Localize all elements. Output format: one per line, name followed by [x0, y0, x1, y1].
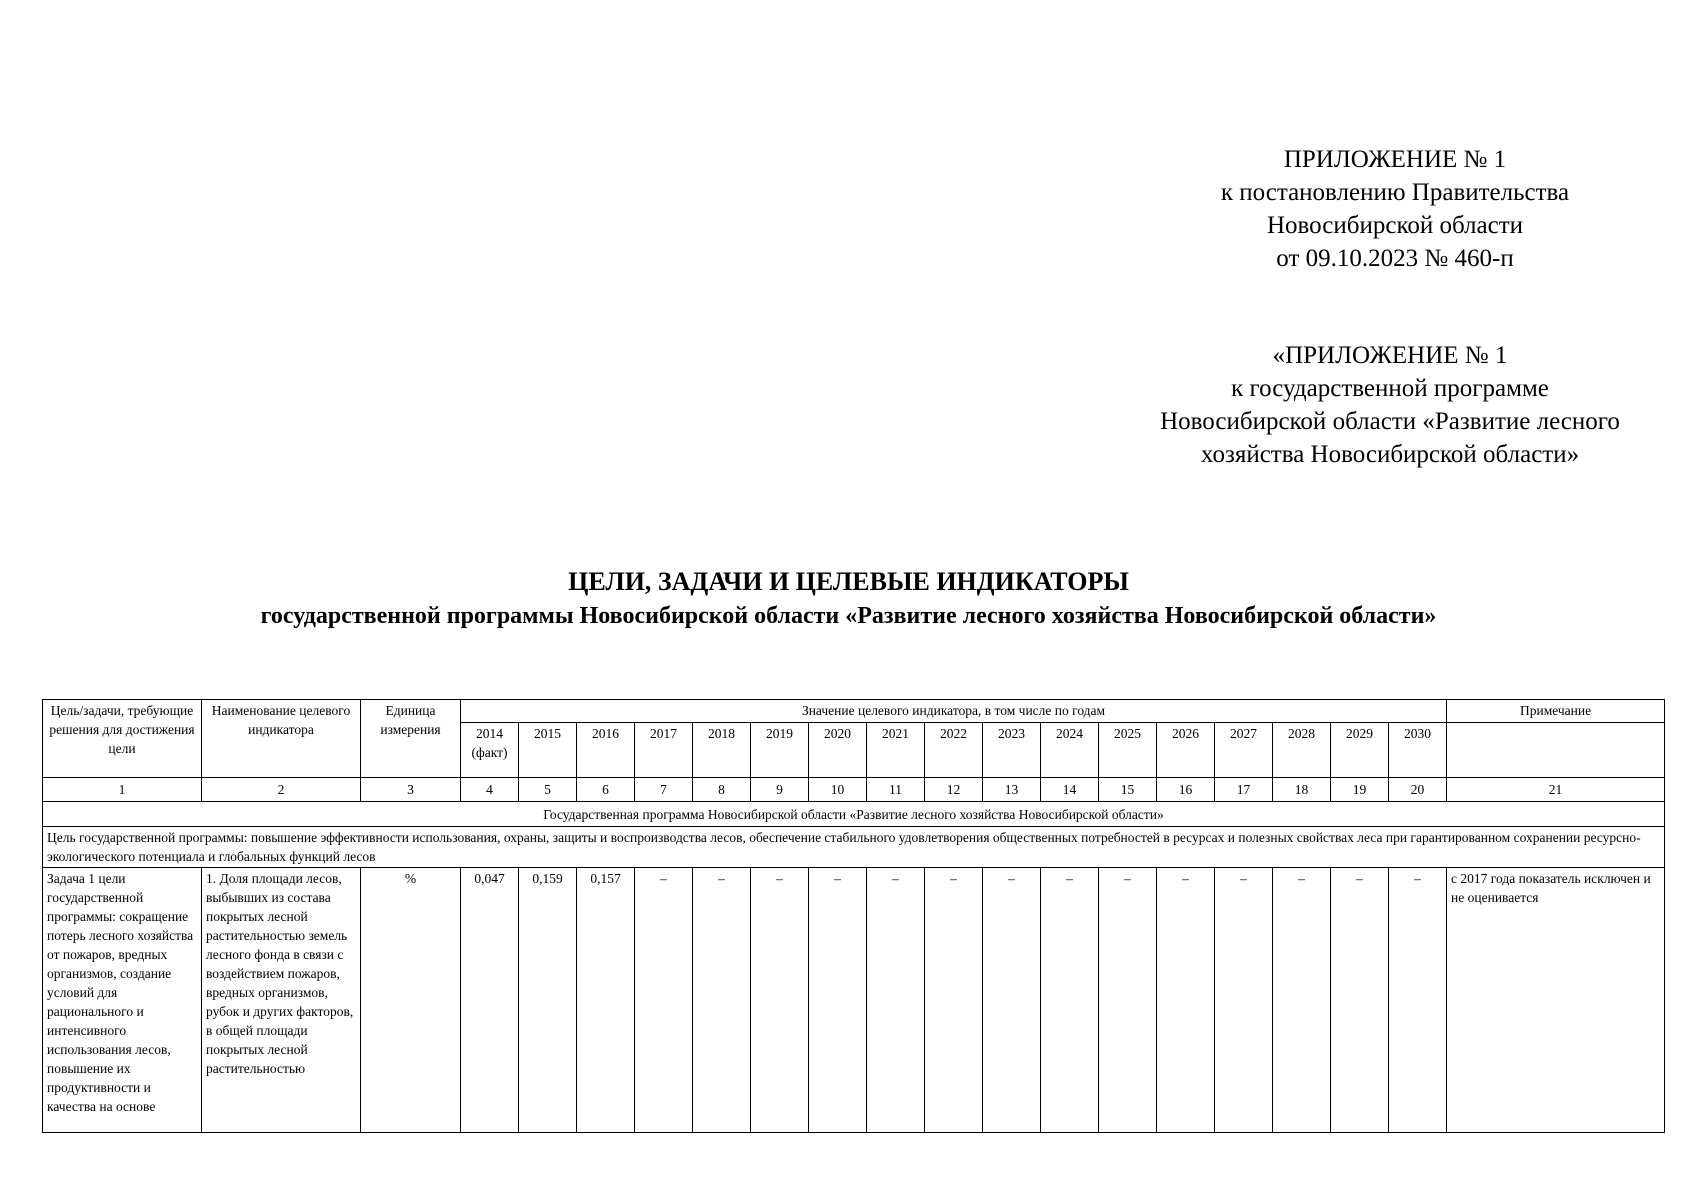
value-cell: –	[1389, 868, 1447, 1133]
annex2-line-1: «ПРИЛОЖЕНИЕ № 1	[1272, 342, 1508, 369]
header-goal-task: Цель/задачи, требующие решения для достижения цели	[43, 700, 202, 778]
column-number: 19	[1331, 778, 1389, 802]
goals-indicators-table	[42, 699, 1665, 1133]
annex1-line-3: Новосибирской области	[1266, 212, 1524, 239]
document-title-line-2: государственной программы Новосибирской области «Развитие лесного хозяйства Новосибирской области»	[260, 603, 1437, 629]
header-year: 2028	[1273, 723, 1331, 778]
column-numbers-row	[43, 778, 1665, 802]
header-year: 2026	[1157, 723, 1215, 778]
header-note-empty	[1447, 723, 1665, 778]
header-year: 2015	[519, 723, 577, 778]
header-year: 2024	[1041, 723, 1099, 778]
column-number: 10	[809, 778, 867, 802]
annex2-line-3: Новосибирской области «Развитие лесного	[1160, 408, 1620, 435]
column-number: 20	[1389, 778, 1447, 802]
column-number: 12	[925, 778, 983, 802]
value-cell: –	[635, 868, 693, 1133]
column-number: 9	[751, 778, 809, 802]
value-cell: –	[1157, 868, 1215, 1133]
header-year: 2016	[577, 723, 635, 778]
column-number: 8	[693, 778, 751, 802]
header-year: 2022	[925, 723, 983, 778]
indicator-cell: 1. Доля площади лесов, выбывших из состава покрытых лесной растительностью земель лесного фонда в связи с воздействием пожаров, вредных организмов, рубок и других факторов, в общей площади покрытых лесной растительностью	[202, 868, 361, 1133]
value-cell: –	[925, 868, 983, 1133]
value-cell: –	[1099, 868, 1157, 1133]
header-year: 2029	[1331, 723, 1389, 778]
header-indicator: Наименование целевого индикатора	[202, 700, 361, 778]
program-goal: Цель государственной программы: повышение эффективности использования, охраны, защиты и воспроизводства лесов, обеспечение стабильного удовлетворения общественных потребностей в ресурсах и полезных свойствах леса при гарантированном сохранении ресурсно-экологического потенциала и глобальных функций лесов	[43, 827, 1665, 868]
document-title	[0, 565, 1697, 633]
table-row	[43, 868, 1665, 1133]
value-cell: 0,047	[461, 868, 519, 1133]
column-number: 4	[461, 778, 519, 802]
note-cell: с 2017 года показатель исключен и не оценивается	[1447, 868, 1665, 1133]
header-year: 2020	[809, 723, 867, 778]
header-values-group: Значение целевого индикатора, в том числе по годам	[461, 700, 1447, 723]
column-number: 11	[867, 778, 925, 802]
goal-row	[43, 827, 1665, 868]
task-cell: Задача 1 цели государственной программы: сокращение потерь лесного хозяйства от пожаров, вредных организмов, создание условий для рационального и интенсивного использования лесов, повышение их продуктивности и качества на основе	[43, 868, 202, 1133]
annex2-line-2: к государственной программе	[1231, 375, 1549, 402]
header-note: Примечание	[1447, 700, 1665, 723]
column-number: 16	[1157, 778, 1215, 802]
column-number: 17	[1215, 778, 1273, 802]
column-number: 13	[983, 778, 1041, 802]
column-number: 1	[43, 778, 202, 802]
annex-block-resolution	[1170, 143, 1620, 275]
header-year: 2021	[867, 723, 925, 778]
column-number: 7	[635, 778, 693, 802]
header-year: 2014 (факт)	[461, 723, 519, 778]
value-cell: –	[1273, 868, 1331, 1133]
header-year: 2030	[1389, 723, 1447, 778]
header-year: 2019	[751, 723, 809, 778]
value-cell: –	[693, 868, 751, 1133]
column-number: 15	[1099, 778, 1157, 802]
annex-block-program	[1110, 339, 1670, 471]
annex2-line-4: хозяйства Новосибирской области»	[1200, 441, 1580, 468]
header-year: 2017	[635, 723, 693, 778]
value-cell: –	[1041, 868, 1099, 1133]
column-number: 3	[361, 778, 461, 802]
column-number: 6	[577, 778, 635, 802]
annex1-line-2: к постановлению Правительства	[1220, 179, 1570, 206]
unit-cell: %	[361, 868, 461, 1133]
header-year: 2023	[983, 723, 1041, 778]
column-number: 2	[202, 778, 361, 802]
annex1-line-4: от 09.10.2023 № 460-п	[1276, 245, 1514, 272]
program-name: Государственная программа Новосибирской области «Развитие лесного хозяйства Новосибирской области»	[43, 802, 1665, 827]
value-cell: 0,157	[577, 868, 635, 1133]
header-year: 2025	[1099, 723, 1157, 778]
value-cell: –	[983, 868, 1041, 1133]
column-number: 18	[1273, 778, 1331, 802]
column-number: 14	[1041, 778, 1099, 802]
table-header-row	[43, 700, 1665, 723]
column-number: 5	[519, 778, 577, 802]
value-cell: –	[867, 868, 925, 1133]
program-row	[43, 802, 1665, 827]
value-cell: –	[1331, 868, 1389, 1133]
value-cell: –	[751, 868, 809, 1133]
header-year: 2027	[1215, 723, 1273, 778]
header-year: 2018	[693, 723, 751, 778]
header-unit: Единица измерения	[361, 700, 461, 778]
value-cell: –	[809, 868, 867, 1133]
column-number: 21	[1447, 778, 1665, 802]
value-cell: –	[1215, 868, 1273, 1133]
value-cell: 0,159	[519, 868, 577, 1133]
document-title-line-1: ЦЕЛИ, ЗАДАЧИ И ЦЕЛЕВЫЕ ИНДИКАТОРЫ	[568, 567, 1129, 596]
annex1-line-1: ПРИЛОЖЕНИЕ № 1	[1283, 146, 1507, 173]
